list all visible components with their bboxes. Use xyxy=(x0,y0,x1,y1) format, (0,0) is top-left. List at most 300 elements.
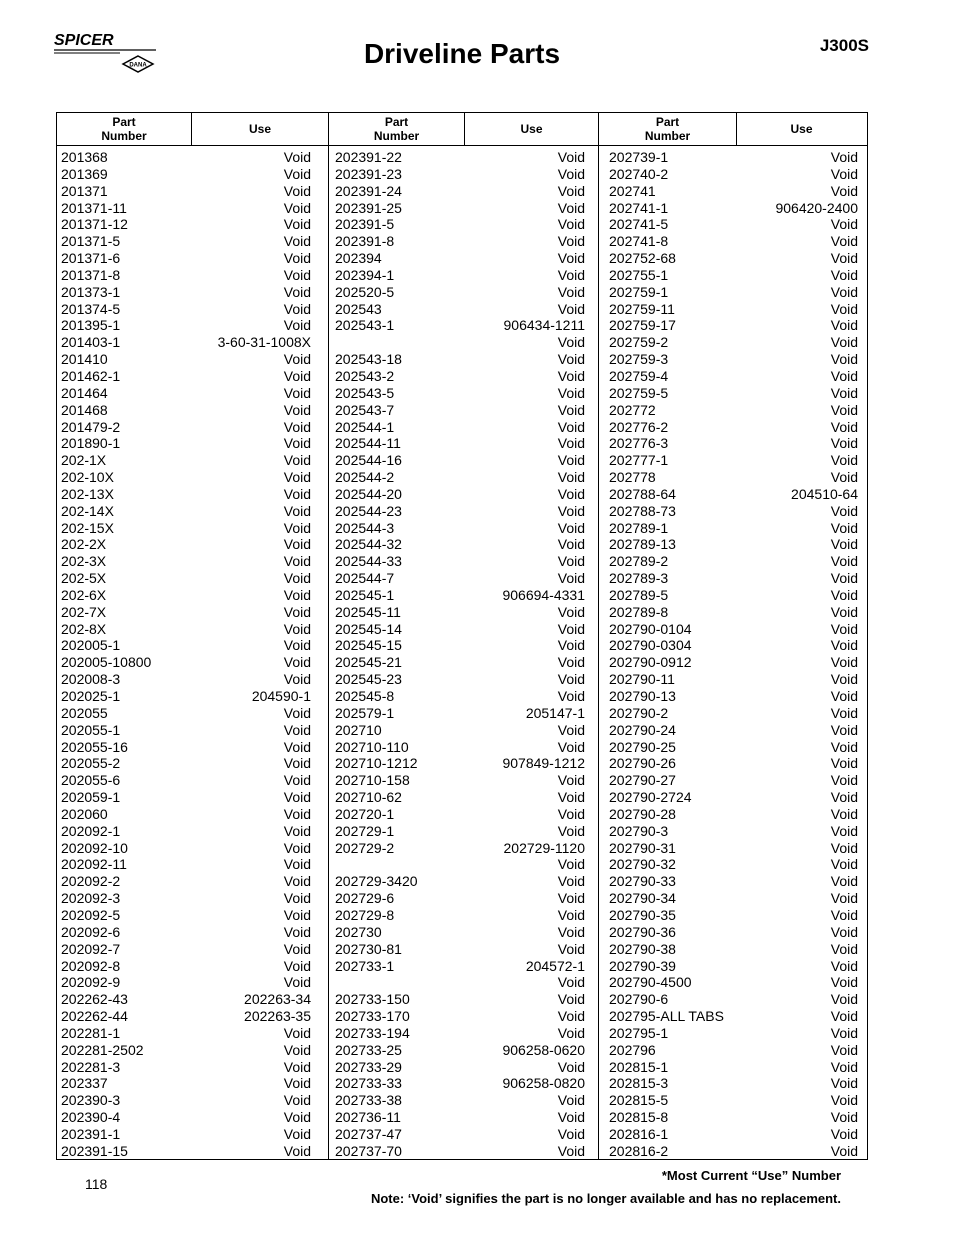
use-value: Void xyxy=(557,233,585,250)
part-number: 202060 xyxy=(61,805,108,822)
use-value: Void xyxy=(830,216,858,233)
part-number: 202720-1 xyxy=(335,805,395,822)
use-value: Void xyxy=(283,1109,311,1126)
table-row xyxy=(335,452,585,469)
use-value: Void xyxy=(557,738,585,755)
use-value: Void xyxy=(557,1092,585,1109)
table-row xyxy=(609,183,858,200)
table-row xyxy=(61,149,311,166)
table-row xyxy=(61,654,311,671)
table-row xyxy=(609,991,858,1008)
use-value: Void xyxy=(830,923,858,940)
part-number: 202-13X xyxy=(61,485,114,502)
part-number: 202337 xyxy=(61,1075,108,1092)
use-value: Void xyxy=(830,620,858,637)
part-number: 202-10X xyxy=(61,469,114,486)
table-row xyxy=(335,334,585,351)
part-number: 202391-1 xyxy=(61,1125,121,1142)
part-number: 201368 xyxy=(61,149,108,165)
use-value: Void xyxy=(557,1058,585,1075)
header-use-2: Use xyxy=(520,122,543,136)
use-value: Void xyxy=(830,300,858,317)
part-number: 201395-1 xyxy=(61,317,121,334)
use-value: Void xyxy=(557,974,585,991)
part-number: 202543-2 xyxy=(335,367,395,384)
use-value: Void xyxy=(830,1058,858,1075)
table-row xyxy=(609,301,858,318)
use-value: Void xyxy=(830,502,858,519)
header-part-number-1: Part Number xyxy=(101,115,147,143)
use-value: Void xyxy=(830,688,858,704)
part-number: 202752-68 xyxy=(609,250,676,267)
part-number: 202281-2502 xyxy=(61,1041,144,1058)
table-row xyxy=(61,621,311,638)
table-row xyxy=(61,570,311,587)
table-row xyxy=(61,503,311,520)
use-value: Void xyxy=(557,772,585,789)
part-number: 202005-10800 xyxy=(61,654,152,671)
use-value: Void xyxy=(283,1125,311,1142)
use-value: Void xyxy=(557,435,585,452)
part-number: 202741-1 xyxy=(609,199,669,216)
use-value: Void xyxy=(830,435,858,452)
use-value: Void xyxy=(830,367,858,384)
use-value: Void xyxy=(830,738,858,755)
part-number: 202710-110 xyxy=(335,738,409,755)
table-row xyxy=(61,419,311,436)
part-number: 202815-1 xyxy=(609,1058,669,1075)
use-value: Void xyxy=(283,586,311,603)
use-value: Void xyxy=(557,940,585,957)
use-value: Void xyxy=(557,873,585,890)
table-row xyxy=(335,1008,585,1025)
part-number: 202759-2 xyxy=(609,334,669,351)
use-value: Void xyxy=(283,1058,311,1075)
use-value: 906434-1211 xyxy=(503,317,585,334)
table-row xyxy=(335,637,585,654)
table-row xyxy=(335,216,585,233)
use-value: Void xyxy=(557,1109,585,1126)
use-value: Void xyxy=(830,906,858,923)
table-row xyxy=(609,435,858,452)
part-number: 202790-25 xyxy=(609,738,676,755)
use-value: Void xyxy=(557,300,585,317)
table-row xyxy=(335,267,585,284)
part-number: 202789-8 xyxy=(609,603,669,620)
part-number: 202-8X xyxy=(61,620,107,637)
table-row xyxy=(609,974,858,991)
table-row xyxy=(335,503,585,520)
part-number: 201371-12 xyxy=(61,216,128,233)
part-number: 202790-34 xyxy=(609,890,676,907)
table-row xyxy=(609,604,858,621)
part-number: 202790-13 xyxy=(609,688,676,704)
use-value: Void xyxy=(557,401,585,418)
parts-column-1 xyxy=(61,149,311,1160)
table-row xyxy=(335,991,585,1008)
use-value: Void xyxy=(283,149,311,165)
table-row xyxy=(61,941,311,958)
table-row xyxy=(335,553,585,570)
part-number: 202545-11 xyxy=(335,603,401,620)
use-value: Void xyxy=(283,367,311,384)
use-value: Void xyxy=(830,755,858,772)
use-value: 906258-0620 xyxy=(502,1041,585,1058)
part-number: 202545-21 xyxy=(335,654,402,671)
use-value: Void xyxy=(283,266,311,283)
part-number: 202005-1 xyxy=(61,637,121,654)
use-value: Void xyxy=(830,839,858,856)
use-value: Void xyxy=(283,873,311,890)
use-value: Void xyxy=(557,822,585,839)
table-row xyxy=(609,284,858,301)
table-row xyxy=(609,351,858,368)
table-row xyxy=(335,755,585,772)
use-value: Void xyxy=(557,991,585,1008)
table-row xyxy=(609,823,858,840)
table-row xyxy=(335,317,585,334)
part-number: 202790-24 xyxy=(609,721,676,738)
table-row xyxy=(61,671,311,688)
use-value: Void xyxy=(283,805,311,822)
use-value: Void xyxy=(557,789,585,806)
part-number: 202815-5 xyxy=(609,1092,669,1109)
use-value: Void xyxy=(557,603,585,620)
use-value: Void xyxy=(283,856,311,873)
use-value: 907849-1212 xyxy=(502,755,585,772)
use-value: Void xyxy=(283,250,311,267)
part-number: 202-15X xyxy=(61,519,114,536)
table-row xyxy=(61,200,311,217)
part-number: 202055 xyxy=(61,704,108,721)
part-number: 202740-2 xyxy=(609,165,669,182)
table-row xyxy=(61,755,311,772)
part-number: 202025-1 xyxy=(61,688,121,704)
part-number: 202008-3 xyxy=(61,671,121,688)
use-value: Void xyxy=(283,216,311,233)
table-row xyxy=(335,654,585,671)
table-row xyxy=(609,553,858,570)
table-row xyxy=(335,1109,585,1126)
table-header xyxy=(57,113,867,146)
use-value: Void xyxy=(557,452,585,469)
part-number: 202-3X xyxy=(61,553,107,570)
part-number: 202733-194 xyxy=(335,1024,410,1041)
part-number: 202544-1 xyxy=(335,418,395,435)
part-number: 202815-3 xyxy=(609,1075,669,1092)
part-number: 202092-7 xyxy=(61,940,121,957)
use-value: Void xyxy=(283,1092,311,1109)
use-value: Void xyxy=(283,199,311,216)
divider xyxy=(191,113,192,145)
table-row xyxy=(61,1109,311,1126)
part-number: 202579-1 xyxy=(335,704,395,721)
use-value: Void xyxy=(283,957,311,974)
table-row xyxy=(609,688,858,705)
table-row xyxy=(335,520,585,537)
use-value: Void xyxy=(830,250,858,267)
note-void: Note: ‘Void’ signifies the part is no longer available and has no replacement. xyxy=(370,1191,841,1206)
use-value: Void xyxy=(557,553,585,570)
part-number: 202790-31 xyxy=(609,839,676,856)
part-number: 202055-2 xyxy=(61,755,121,772)
use-value: Void xyxy=(557,1125,585,1142)
table-row xyxy=(335,621,585,638)
use-value: Void xyxy=(557,182,585,199)
part-number: 202790-28 xyxy=(609,805,676,822)
part-number: 202-14X xyxy=(61,502,114,519)
table-row xyxy=(335,469,585,486)
use-value: Void xyxy=(830,1041,858,1058)
table-row xyxy=(335,772,585,789)
part-number: 202544-11 xyxy=(335,435,401,452)
use-value: 202263-34 xyxy=(244,991,311,1008)
part-number: 202092-5 xyxy=(61,906,121,923)
use-value: Void xyxy=(830,805,858,822)
use-value: Void xyxy=(283,384,311,401)
use-value: Void xyxy=(557,367,585,384)
table-row xyxy=(609,621,858,638)
use-value: Void xyxy=(283,637,311,654)
parts-column-3 xyxy=(609,149,858,1160)
part-number: 202790-26 xyxy=(609,755,676,772)
table-row xyxy=(335,183,585,200)
table-row xyxy=(609,671,858,688)
part-number: 202790-3 xyxy=(609,822,669,839)
table-row xyxy=(61,1008,311,1025)
part-number: 202391-5 xyxy=(335,216,395,233)
use-value: Void xyxy=(283,906,311,923)
table-row xyxy=(609,1059,858,1076)
use-value: Void xyxy=(283,519,311,536)
use-value: Void xyxy=(557,266,585,283)
use-value: Void xyxy=(283,1024,311,1041)
parts-column-2 xyxy=(335,149,585,1160)
use-value: Void xyxy=(557,384,585,401)
use-value: Void xyxy=(283,1142,311,1159)
part-number: 202545-23 xyxy=(335,671,402,688)
part-number: 202733-170 xyxy=(335,1008,410,1025)
use-value: 202263-35 xyxy=(244,1008,311,1025)
table-row xyxy=(609,1126,858,1143)
use-value: Void xyxy=(830,519,858,536)
parts-table xyxy=(56,112,868,1160)
table-row xyxy=(609,789,858,806)
logo-text: SPICER xyxy=(54,32,114,49)
part-number: 202790-27 xyxy=(609,772,676,789)
part-number: 201468 xyxy=(61,401,108,418)
part-number: 202733-38 xyxy=(335,1092,402,1109)
page-title: Driveline Parts xyxy=(363,38,561,69)
use-value: 204510-64 xyxy=(791,485,858,502)
part-number: 202-5X xyxy=(61,570,107,587)
table-row xyxy=(335,1126,585,1143)
part-number: 201371-8 xyxy=(61,266,121,283)
use-value: Void xyxy=(283,485,311,502)
table-row xyxy=(335,890,585,907)
table-row xyxy=(335,739,585,756)
use-value: 202729-1120 xyxy=(503,839,585,856)
part-number: 202729-2 xyxy=(335,839,395,856)
part-number: 201373-1 xyxy=(61,283,121,300)
part-number: 202092-3 xyxy=(61,890,121,907)
use-value: Void xyxy=(830,351,858,368)
table-row xyxy=(335,941,585,958)
part-number: 202281-3 xyxy=(61,1058,121,1075)
part-number: 202092-6 xyxy=(61,923,121,940)
part-number: 202055-16 xyxy=(61,738,128,755)
use-value: Void xyxy=(830,266,858,283)
part-number: 202790-0304 xyxy=(609,637,692,654)
part-number: 202788-73 xyxy=(609,502,676,519)
table-row xyxy=(609,873,858,890)
table-row xyxy=(61,907,311,924)
table-row xyxy=(609,1025,858,1042)
divider xyxy=(736,113,737,145)
use-value: Void xyxy=(830,873,858,890)
part-number: 202736-11 xyxy=(335,1109,401,1126)
use-value: Void xyxy=(830,283,858,300)
part-number: 201464 xyxy=(61,384,108,401)
part-number: 202055-1 xyxy=(61,721,121,738)
table-row xyxy=(335,233,585,250)
part-number: 202544-3 xyxy=(335,519,395,536)
part-number: 201890-1 xyxy=(61,435,121,452)
part-number: 202790-33 xyxy=(609,873,676,890)
part-number: 201371-6 xyxy=(61,250,121,267)
use-value: Void xyxy=(830,182,858,199)
table-row xyxy=(609,587,858,604)
part-number: 201371 xyxy=(61,182,108,199)
table-row xyxy=(609,469,858,486)
use-value: Void xyxy=(830,603,858,620)
use-value: Void xyxy=(557,149,585,165)
use-value: Void xyxy=(830,890,858,907)
table-row xyxy=(61,958,311,975)
use-value: Void xyxy=(283,165,311,182)
table-row xyxy=(61,637,311,654)
use-value: Void xyxy=(830,637,858,654)
part-number: 202733-29 xyxy=(335,1058,402,1075)
use-value: Void xyxy=(557,805,585,822)
use-value: Void xyxy=(557,485,585,502)
table-row xyxy=(61,452,311,469)
table-row xyxy=(335,604,585,621)
table-row xyxy=(61,536,311,553)
table-row xyxy=(609,368,858,385)
use-value: Void xyxy=(283,620,311,637)
table-row xyxy=(609,722,858,739)
use-value: Void xyxy=(830,233,858,250)
use-value: Void xyxy=(830,991,858,1008)
part-number: 202759-3 xyxy=(609,351,669,368)
table-row xyxy=(335,351,585,368)
use-value: Void xyxy=(283,401,311,418)
table-row xyxy=(61,772,311,789)
part-number: 201369 xyxy=(61,165,108,182)
part-number: 202390-4 xyxy=(61,1109,121,1126)
use-value: Void xyxy=(830,974,858,991)
table-row xyxy=(609,166,858,183)
part-number: 202741-5 xyxy=(609,216,669,233)
table-row xyxy=(335,1025,585,1042)
part-number: 201479-2 xyxy=(61,418,121,435)
part-number: 202790-11 xyxy=(609,671,675,688)
part-number: 202729-1 xyxy=(335,822,395,839)
part-number: 202545-1 xyxy=(335,586,395,603)
use-value: Void xyxy=(283,789,311,806)
part-number: 202545-8 xyxy=(335,688,395,704)
table-row xyxy=(61,216,311,233)
use-value: Void xyxy=(283,772,311,789)
part-number: 202544-7 xyxy=(335,570,395,587)
use-value: 906420-2400 xyxy=(775,199,858,216)
use-value: Void xyxy=(830,1125,858,1142)
part-number: 202737-47 xyxy=(335,1125,402,1142)
table-row xyxy=(609,250,858,267)
part-number: 202729-3420 xyxy=(335,873,418,890)
table-row xyxy=(61,166,311,183)
part-number: 202729-6 xyxy=(335,890,395,907)
table-row xyxy=(61,250,311,267)
part-number: 202816-1 xyxy=(609,1125,669,1142)
part-number: 202710-1212 xyxy=(335,755,418,772)
model-label: J300S xyxy=(819,36,869,55)
use-value: Void xyxy=(283,603,311,620)
use-value: Void xyxy=(830,149,858,165)
use-value: Void xyxy=(557,165,585,182)
use-value: Void xyxy=(283,570,311,587)
table-row xyxy=(335,486,585,503)
table-row xyxy=(335,1143,585,1160)
use-value: Void xyxy=(830,772,858,789)
table-row xyxy=(61,722,311,739)
use-value: Void xyxy=(283,822,311,839)
table-row xyxy=(61,974,311,991)
use-value: Void xyxy=(283,940,311,957)
use-value: Void xyxy=(830,1092,858,1109)
part-number: 202262-44 xyxy=(61,1008,128,1025)
part-number: 202759-5 xyxy=(609,384,669,401)
part-number: 202741 xyxy=(609,182,656,199)
part-number: 202789-2 xyxy=(609,553,669,570)
table-row xyxy=(609,334,858,351)
table-row xyxy=(61,486,311,503)
part-number: 201374-5 xyxy=(61,300,121,317)
use-value: Void xyxy=(557,334,585,351)
table-row xyxy=(335,958,585,975)
use-value: Void xyxy=(830,536,858,553)
table-row xyxy=(609,1143,858,1160)
table-row xyxy=(335,570,585,587)
part-number: 202733-25 xyxy=(335,1041,402,1058)
table-row xyxy=(61,840,311,857)
table-row xyxy=(335,385,585,402)
part-number: 202729-8 xyxy=(335,906,395,923)
part-number: 202394-1 xyxy=(335,266,395,283)
table-row xyxy=(609,941,858,958)
part-number: 202262-43 xyxy=(61,991,128,1008)
table-row xyxy=(335,789,585,806)
use-value: Void xyxy=(283,300,311,317)
use-value: Void xyxy=(557,1024,585,1041)
table-row xyxy=(609,520,858,537)
part-number: 202544-32 xyxy=(335,536,402,553)
use-value: Void xyxy=(557,351,585,368)
table-row xyxy=(335,806,585,823)
table-row xyxy=(609,149,858,166)
use-value: Void xyxy=(830,704,858,721)
